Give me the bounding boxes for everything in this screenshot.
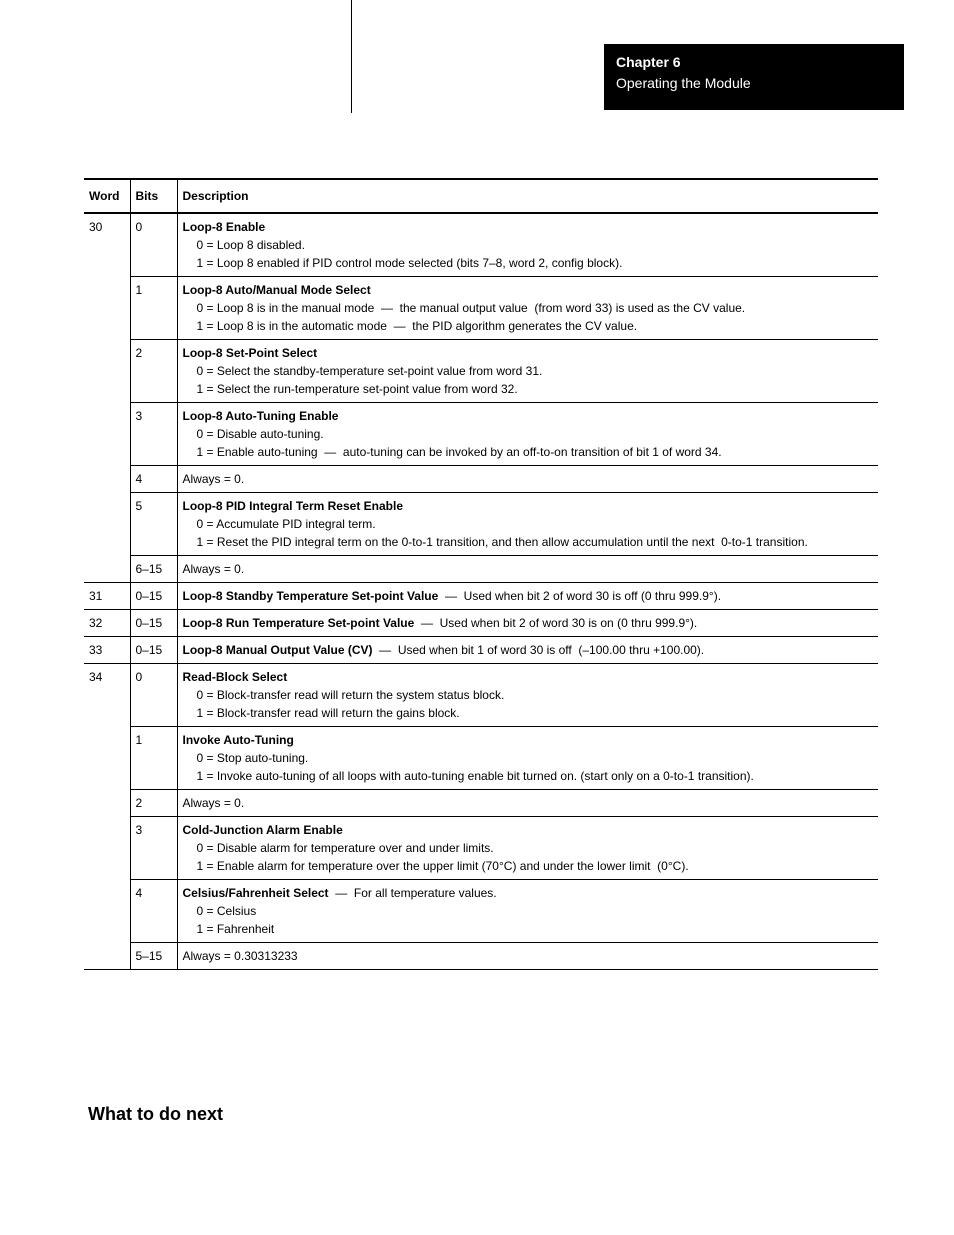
table-header-row [84,179,878,213]
cell-description [177,664,878,727]
table-row [84,583,878,610]
cell-description [177,880,878,943]
description-line [183,470,874,488]
header-description: Description [177,179,878,213]
cell-description [177,943,878,970]
cell-description [177,610,878,637]
table-row [84,790,878,817]
option-line: 1 = Loop 8 enabled if PID control mode selected (bits 7–8, word 2, config block). [196,256,623,270]
cell-word: 32 [84,610,130,637]
option-line: 0 = Celsius [196,904,257,918]
cell-bits: 5 [130,493,177,556]
description-line [183,884,874,902]
table-row [84,880,878,943]
description-title: Celsius/Fahrenheit Select [182,886,329,900]
cell-description [177,583,878,610]
description-line [183,344,874,362]
cell-word: 33 [84,637,130,664]
table-row [84,664,878,727]
description-text: — Used when bit 2 of word 30 is off (0 thru 999.9°). [438,589,722,603]
description-line [183,218,874,236]
option-line: 0 = Select the standby-temperature set-point value from word 31. [196,364,543,378]
chapter-title: Chapter 6 [616,54,681,70]
option-line: 0 = Loop 8 is in the manual mode — the manual output value (from word 33) is used as the CV value. [196,301,746,315]
description-text: Always = 0. [182,562,245,576]
description-title: Loop-8 Run Temperature Set-point Value [182,616,415,630]
cell-word: 30 [84,213,130,583]
option-line: 1 = Reset the PID integral term on the 0-to-1 transition, and then allow accumulation until the next 0-to-1 transition. [196,535,808,549]
description-text: Always = 0. [182,472,245,486]
cell-bits: 0 [130,664,177,727]
header-bits: Bits [130,179,177,213]
cell-bits: 1 [130,727,177,790]
cell-description [177,817,878,880]
description-title: Cold-Junction Alarm Enable [182,823,343,837]
table-body [84,213,878,970]
header-word: Word [89,189,120,203]
cell-description [177,277,878,340]
table-row [84,556,878,583]
option-line: 0 = Disable alarm for temperature over and under limits. [196,841,494,855]
margin-rule [351,0,352,113]
cell-description [177,403,878,466]
description-title: Loop-8 PID Integral Term Reset Enable [182,499,403,513]
cell-bits: 4 [130,880,177,943]
cell-word: 34 [84,664,130,970]
cell-bits: 0 [130,213,177,277]
description-line [183,794,874,812]
option-line: 1 = Enable alarm for temperature over the upper limit (70°C) and under the lower limit (0°C). [196,859,689,873]
table-row [84,727,878,790]
option-line: 0 = Accumulate PID integral term. [196,517,376,531]
option-line: 1 = Loop 8 is in the automatic mode — the PID algorithm generates the CV value. [196,319,638,333]
description-title: Loop-8 Manual Output Value (CV) [182,643,373,657]
cell-bits: 3 [130,817,177,880]
cell-bits: 0–15 [130,610,177,637]
description-text: Always = 0. [182,796,245,810]
description-title: Loop-8 Enable [182,220,266,234]
description-line [183,281,874,299]
description-title: Invoke Auto-Tuning [182,733,294,747]
cell-bits: 0–15 [130,583,177,610]
table-row [84,340,878,403]
chapter-header [604,44,904,110]
cell-description [177,340,878,403]
cell-description [177,556,878,583]
register-table [84,178,878,970]
option-line: 1 = Select the run-temperature set-point value from word 32. [196,382,518,396]
option-line: 1 = Invoke auto-tuning of all loops with auto-tuning enable bit turned on. (start only on a 0-to-1 transition). [196,769,754,783]
cell-description [177,493,878,556]
table-row [84,403,878,466]
option-line: 0 = Block-transfer read will return the system status block. [196,688,505,702]
cell-description [177,727,878,790]
description-title: Loop-8 Standby Temperature Set-point Value [182,589,439,603]
option-line: 0 = Loop 8 disabled. [196,238,305,252]
description-title: Loop-8 Auto/Manual Mode Select [182,283,371,297]
cell-bits: 2 [130,340,177,403]
cell-bits: 5–15 [130,943,177,970]
table-row [84,817,878,880]
description-line [183,407,874,425]
option-line: 1 = Block-transfer read will return the gains block. [196,706,460,720]
cell-word: 31 [84,583,130,610]
description-line [183,668,874,686]
option-line: 0 = Stop auto-tuning. [196,751,309,765]
cell-bits: 2 [130,790,177,817]
cell-bits: 4 [130,466,177,493]
description-text: Always = 0.30313233 [182,949,298,963]
cell-bits: 0–15 [130,637,177,664]
description-line [183,821,874,839]
table-row [84,466,878,493]
description-title: Loop-8 Set-Point Select [182,346,318,360]
cell-bits: 6–15 [130,556,177,583]
description-line [183,497,874,515]
table-row [84,277,878,340]
description-line [183,641,874,659]
option-line: 1 = Enable auto-tuning — auto-tuning can be invoked by an off-to-on transition of bit 1 of word 34. [196,445,722,459]
description-line [183,614,874,632]
cell-description [177,213,878,277]
table-row [84,637,878,664]
description-title: Loop-8 Auto-Tuning Enable [182,409,339,423]
description-title: Read-Block Select [182,670,288,684]
description-line [183,587,874,605]
description-line [183,731,874,749]
cell-bits: 1 [130,277,177,340]
description-text: — Used when bit 2 of word 30 is on (0 thru 999.9°). [414,616,698,630]
table-row [84,943,878,970]
description-text: — Used when bit 1 of word 30 is off (–100.00 thru +100.00). [372,643,705,657]
table-row [84,213,878,277]
cell-bits: 3 [130,403,177,466]
option-line: 0 = Disable auto-tuning. [196,427,324,441]
description-line [183,560,874,578]
chapter-subtitle: Operating the Module [616,75,751,91]
description-text: — For all temperature values. [328,886,497,900]
option-line: 1 = Fahrenheit [196,922,275,936]
table-row [84,610,878,637]
cell-description [177,790,878,817]
table-row [84,493,878,556]
cell-description [177,466,878,493]
cell-description [177,637,878,664]
description-line [183,947,874,965]
section-heading: What to do next [88,1104,223,1124]
